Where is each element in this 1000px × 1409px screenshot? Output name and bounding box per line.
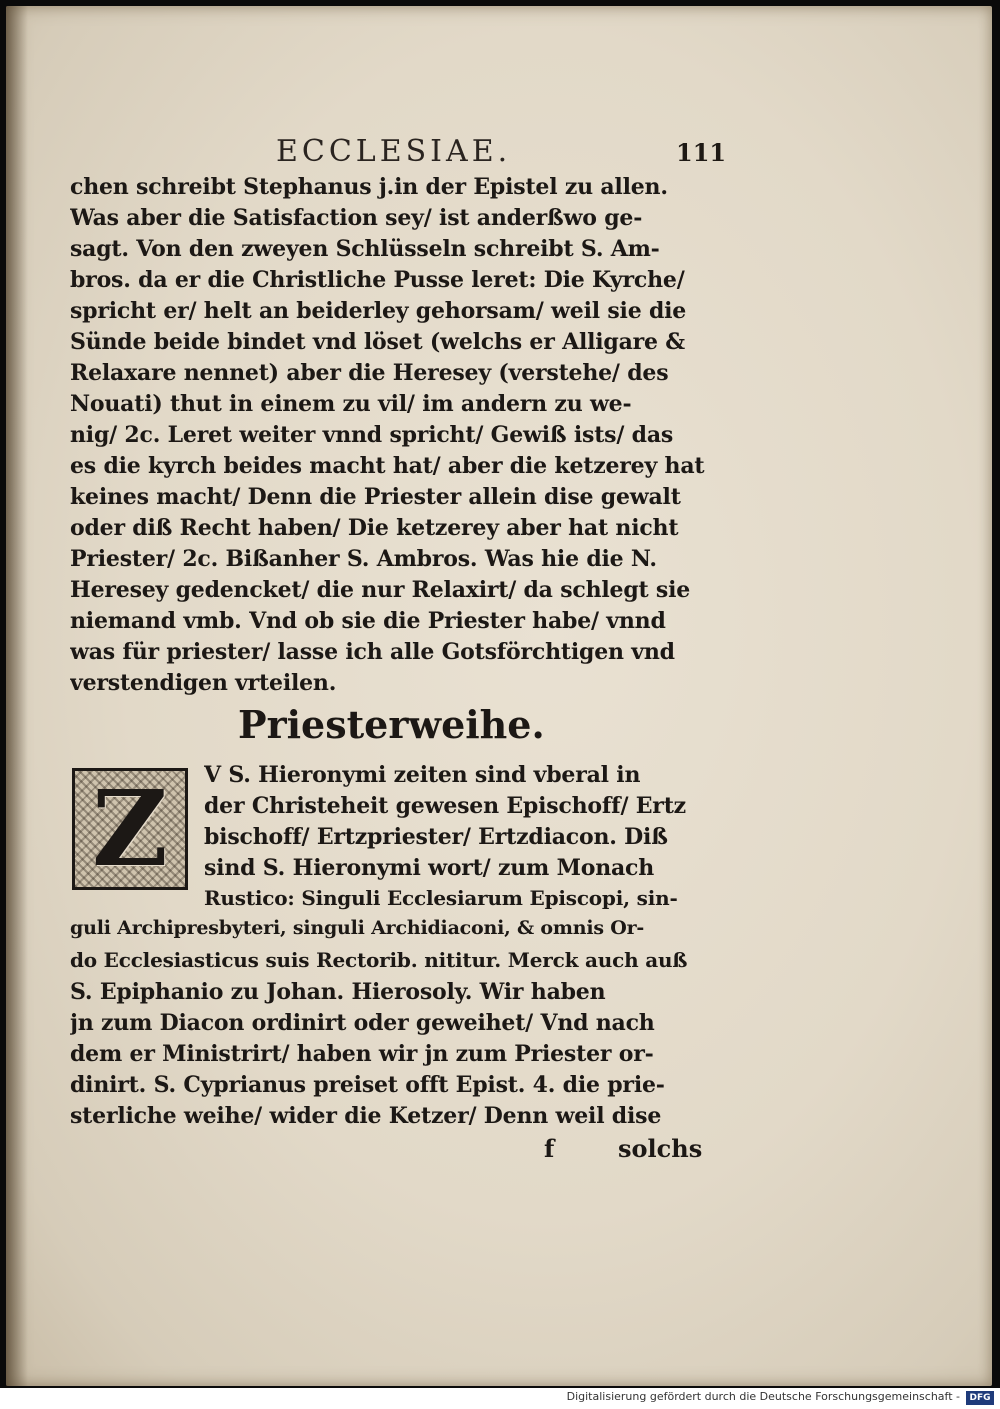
text-line: nig/ 2c. Leret weiter vnnd spricht/ Gewiß ists/ das: [70, 422, 674, 448]
signature-mark: f: [544, 1134, 555, 1163]
running-head: ECCLESIAE.: [276, 134, 512, 169]
initial-letter: Z: [92, 767, 168, 890]
text-line: V S. Hieronymi zeiten sind vberal in: [204, 762, 641, 788]
text-line: der Christeheit gewesen Epischoff/ Ertz: [204, 793, 686, 819]
section-heading: Priesterweihe.: [238, 702, 545, 747]
text-line: bischoff/ Ertzpriester/ Ertzdiacon. Diß: [204, 824, 668, 850]
text-line: S. Epiphanio zu Johan. Hierosoly. Wir haben: [70, 979, 606, 1005]
footer-credit: Digitalisierung gefördert durch die Deutsche Forschungsgemeinschaft -: [566, 1390, 960, 1403]
text-line: sind S. Hieronymi wort/ zum Monach: [204, 855, 655, 881]
text-line: was für priester/ lasse ich alle Gotsförchtigen vnd: [70, 639, 675, 665]
text-line: Relaxare nennet) aber die Heresey (verstehe/ des: [70, 360, 669, 386]
page-gutter-shadow: [6, 6, 28, 1386]
text-line: Rustico: Singuli Ecclesiarum Episcopi, sin-: [204, 886, 678, 910]
text-line: Was aber die Satisfaction sey/ ist anderßwo ge-: [70, 205, 643, 231]
text-line: Nouati) thut in einem zu vil/ im andern zu we-: [70, 391, 632, 417]
text-line: dem er Ministrirt/ haben wir jn zum Priester or-: [70, 1041, 654, 1067]
decorated-initial: [72, 768, 188, 890]
text-line: oder diß Recht haben/ Die ketzerey aber hat nicht: [70, 515, 679, 541]
text-line: jn zum Diacon ordinirt oder geweihet/ Vnd nach: [70, 1010, 655, 1036]
text-line: bros. da er die Christliche Pusse leret: Die Kyrche/: [70, 267, 685, 293]
text-line: Heresey gedencket/ die nur Relaxirt/ da schlegt sie: [70, 577, 691, 603]
text-line: guli Archipresbyteri, singuli Archidiaconi, & omnis Or-: [70, 917, 645, 939]
dfg-logo: DFG: [966, 1391, 994, 1405]
book-page: [6, 6, 992, 1386]
text-line: niemand vmb. Vnd ob sie die Priester habe/ vnnd: [70, 608, 666, 634]
catchword: solchs: [618, 1134, 703, 1163]
text-line: sagt. Von den zweyen Schlüsseln schreibt S. Am-: [70, 236, 660, 262]
text-line: do Ecclesiasticus suis Rectorib. nititur. Merck auch auß: [70, 948, 688, 972]
text-line: Sünde beide bindet vnd löset (welchs er Alligare &: [70, 329, 685, 355]
footer-bar: [0, 1388, 1000, 1409]
folio-number: 111: [676, 138, 727, 167]
text-line: keines macht/ Denn die Priester allein dise gewalt: [70, 484, 681, 510]
text-line: Priester/ 2c. Bißanher S. Ambros. Was hie die N.: [70, 546, 657, 572]
text-line: verstendigen vrteilen.: [70, 670, 337, 696]
text-line: dinirt. S. Cyprianus preiset offt Epist. 4. die prie-: [70, 1072, 665, 1098]
text-line: spricht er/ helt an beiderley gehorsam/ weil sie die: [70, 298, 687, 324]
text-line: sterliche weihe/ wider die Ketzer/ Denn weil dise: [70, 1103, 662, 1129]
text-line: chen schreibt Stephanus j.in der Epistel zu allen.: [70, 174, 668, 200]
text-line: es die kyrch beides macht hat/ aber die ketzerey hat: [70, 453, 705, 479]
